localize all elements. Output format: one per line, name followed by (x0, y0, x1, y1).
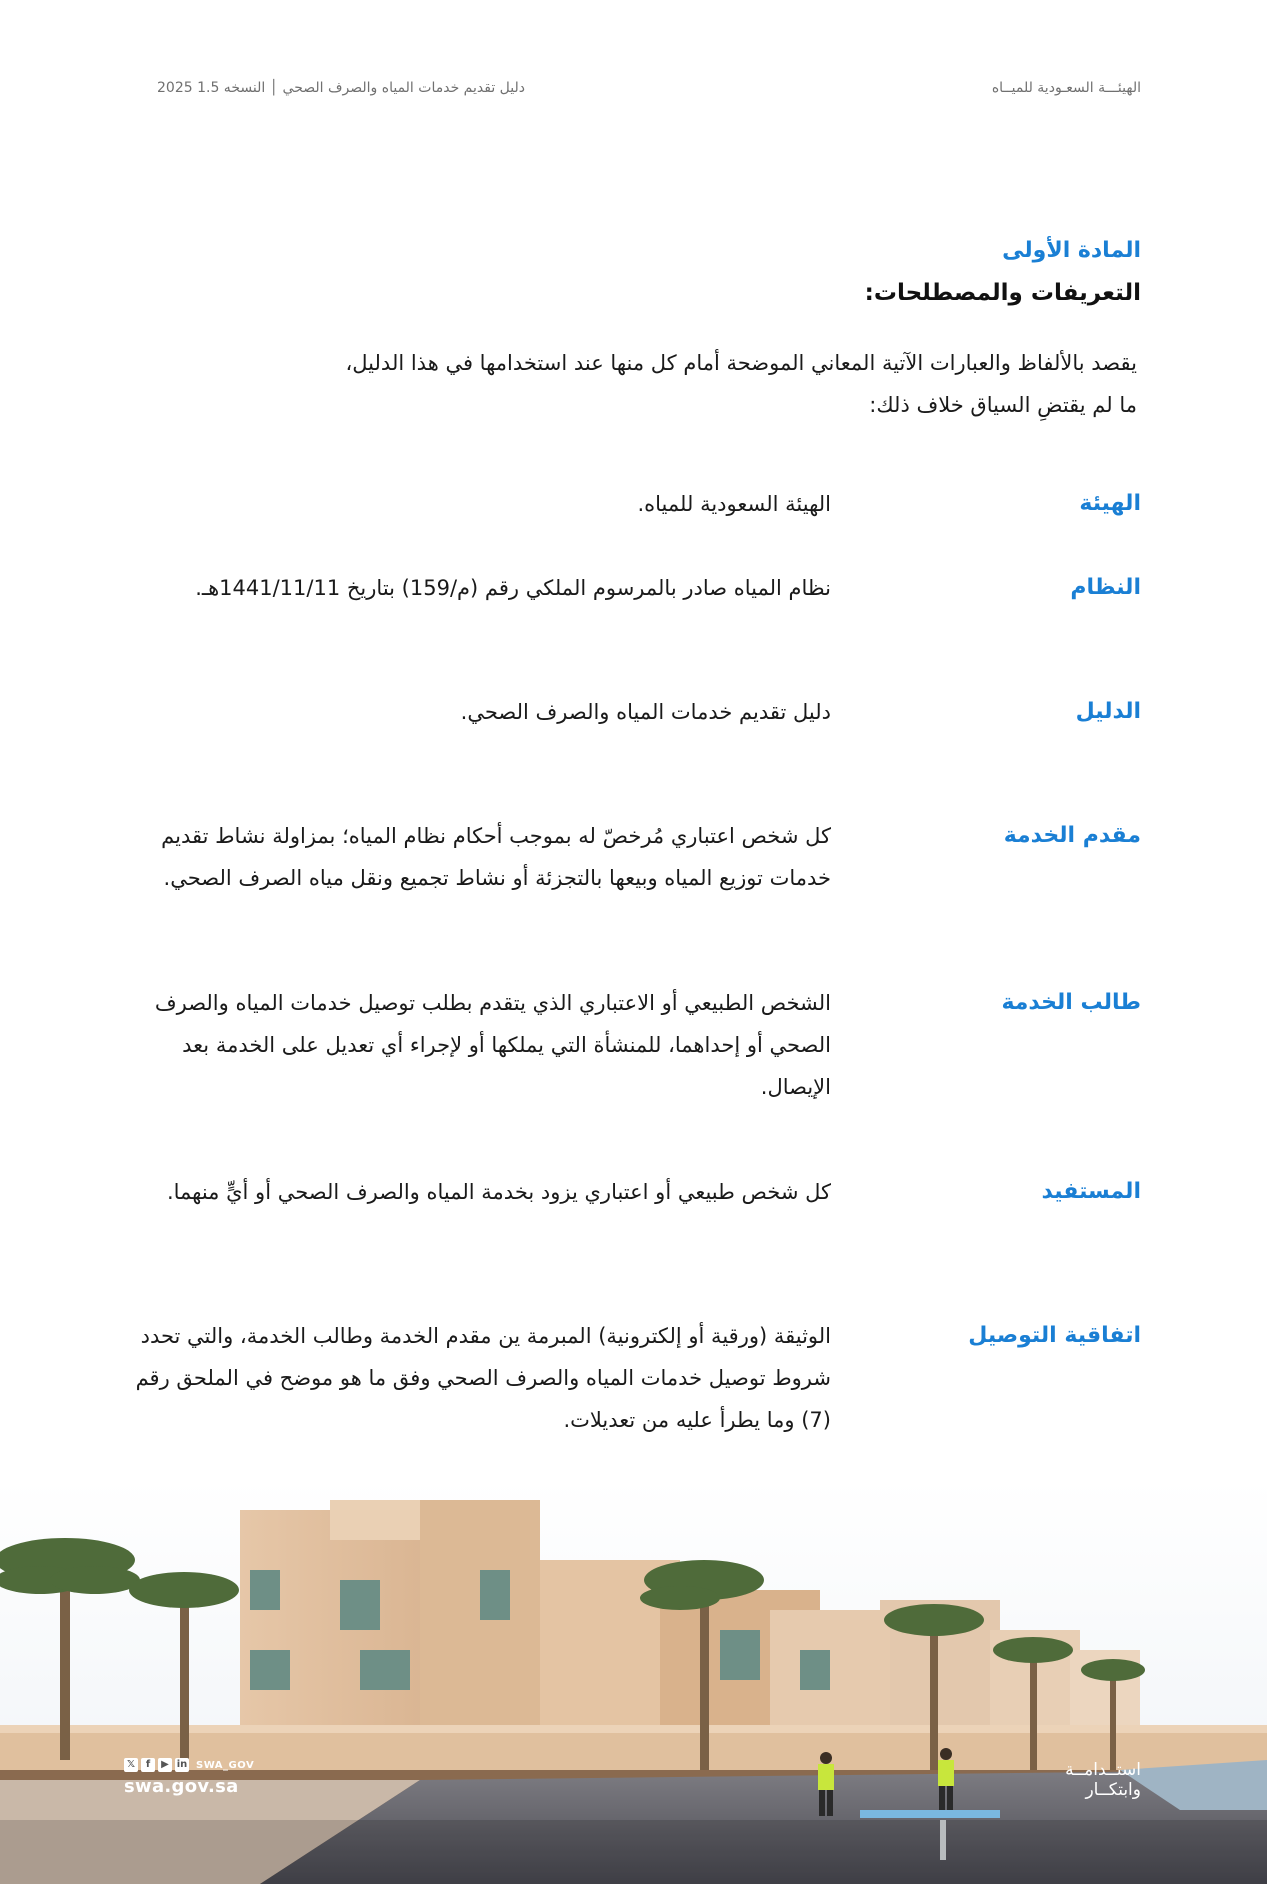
intro-line: يقصد بالألفاظ والعبارات الآتية المعاني الموضحة أمام كل منها عند استخدامها في هذا الدليل، (345, 351, 1137, 375)
definition-service-applicant: الشخص الطبيعي أو الاعتباري الذي يتقدم بطلب توصيل خدمات المياه والصرف الصحي أو إحداهما، للمنشأة التي يملكها أو لإجراء أي تعديل على الخدمة بعد الإيصال. (154, 991, 831, 1099)
term-beneficiary: المستفيد (1041, 1179, 1141, 1204)
footer-contact (124, 1758, 254, 1797)
residential-buildings-photo (0, 1480, 1267, 1884)
page-header (157, 80, 1141, 100)
facebook-icon[interactable]: f (141, 1758, 155, 1772)
term-law: النظام (1070, 575, 1141, 600)
x-icon[interactable]: 𝕏 (124, 1758, 138, 1772)
article-subtitle: التعريفات والمصطلحات: (864, 280, 1141, 306)
term-guide: الدليل (1075, 699, 1141, 724)
slogan-line: وابتكــار (1085, 1780, 1141, 1800)
article-title: المادة الأولى (1002, 238, 1141, 263)
intro-line: ما لم يقتضِ السياق خلاف ذلك: (869, 393, 1137, 417)
buildings-illustration (0, 1480, 1267, 1884)
term-authority: الهيئة (1079, 491, 1141, 516)
intro-paragraph (237, 342, 1137, 426)
header-organization: الهيئـــة السعـودية للميــاه (991, 80, 1141, 96)
definition-beneficiary: كل شخص طبيعي أو اعتباري يزود بخدمة المياه والصرف الصحي أو أيٍّ منهما. (166, 1180, 831, 1204)
website-link[interactable]: swa.gov.sa (124, 1776, 239, 1797)
social-links (124, 1758, 254, 1772)
term-connection-agreement: اتفاقية التوصيل (968, 1323, 1141, 1348)
definition-service-provider: كل شخص اعتباري مُرخصّ له بموجب أحكام نظام المياه؛ بمزاولة نشاط تقديم خدمات توزيع المياه وبيعها بالتجزئة أو نشاط تجميع ونقل مياه الصرف الصحي. (161, 824, 831, 890)
definition-authority: الهيئة السعودية للمياه. (637, 492, 831, 516)
header-document-meta: دليل تقديم خدمات المياه والصرف الصحي │ النسخه 1.5 2025 (157, 80, 525, 96)
definition-connection-agreement: الوثيقة (ورقية أو إلكترونية) المبرمة ين مقدم الخدمة وطالب الخدمة، والتي تحدد شروط توصيل خدمات المياه والصرف الصحي وفق ما هو موضح في الملحق رقم (7) وما يطرأ عليه من تعديلات. (135, 1324, 831, 1432)
linkedin-icon[interactable]: in (176, 1759, 188, 1770)
term-service-provider: مقدم الخدمة (1003, 823, 1141, 848)
definition-law: نظام المياه صادر بالمرسوم الملكي رقم (م/159) بتاريخ 1441/11/11هـ. (195, 576, 831, 600)
slogan-line: استــدامــة (1065, 1760, 1141, 1780)
footer-slogan (1065, 1760, 1141, 1800)
social-handle: SWA_GOV (196, 1759, 255, 1771)
definition-guide: دليل تقديم خدمات المياه والصرف الصحي. (460, 700, 831, 724)
youtube-icon[interactable]: ▶ (158, 1758, 172, 1772)
term-service-applicant: طالب الخدمة (1001, 990, 1141, 1015)
